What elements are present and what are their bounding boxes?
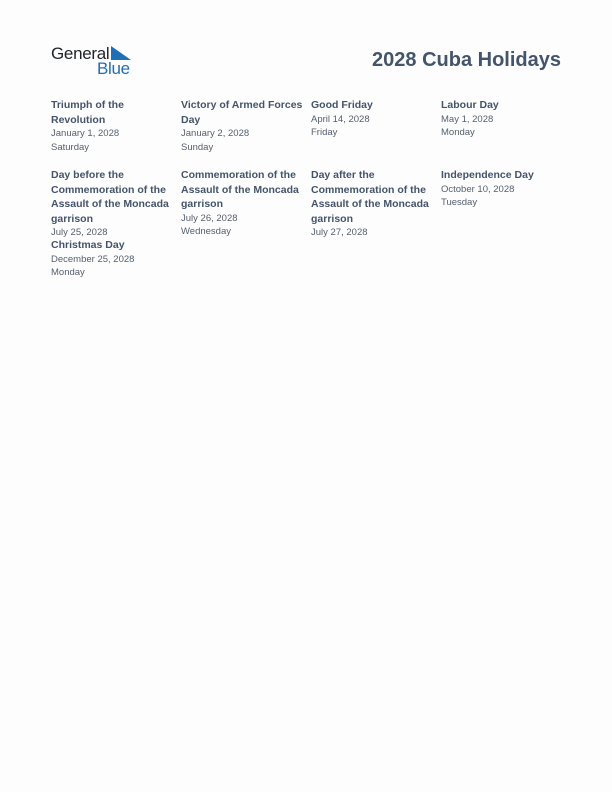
holiday-weekday: Wednesday (181, 226, 231, 237)
holiday-weekday: Saturday (51, 141, 90, 153)
holiday-name: Labour Day (441, 99, 499, 111)
holiday-date: January 2, 2028 (181, 128, 250, 139)
holiday-name: Independence Day (441, 169, 534, 181)
holiday-item (311, 168, 435, 240)
holiday-item (51, 98, 175, 154)
logo-word-blue: Blue (97, 59, 130, 78)
holiday-item (441, 168, 565, 210)
holiday-name: Victory of Armed Forces Day (181, 99, 303, 126)
page-title: 2028 Cuba Holidays (372, 49, 561, 71)
holiday-name: Triumph of the Revolution (51, 99, 124, 126)
holiday-date: December 25, 2028 (51, 253, 135, 265)
holiday-name: Day after the Commemoration of the Assault of the Moncada garrison (311, 169, 429, 225)
holiday-weekday: Monday (441, 127, 475, 138)
holiday-name: Good Friday (311, 99, 373, 111)
holiday-weekday: Tuesday (441, 197, 478, 208)
holiday-weekday: Friday (311, 127, 338, 138)
holiday-item (51, 238, 175, 280)
holiday-date: April 14, 2028 (311, 113, 370, 125)
holiday-weekday: Sunday (181, 141, 214, 153)
holiday-item (311, 98, 435, 140)
holiday-weekday: Monday (51, 267, 85, 278)
holiday-item (181, 168, 305, 239)
holiday-name: Commemoration of the Assault of the Moncada garrison (181, 169, 299, 210)
holiday-date: May 1, 2028 (441, 113, 494, 125)
holiday-name: Day before the Commemoration of the Assault of the Moncada garrison (51, 169, 169, 225)
holiday-date: July 26, 2028 (181, 212, 238, 224)
holiday-name: Christmas Day (51, 239, 125, 251)
logo (51, 44, 133, 78)
holiday-item (51, 168, 175, 240)
holiday-date: July 27, 2028 (311, 227, 368, 238)
logo-word-general: General (51, 44, 110, 63)
logo-triangle-icon (111, 46, 131, 60)
holiday-date: January 1, 2028 (51, 128, 120, 139)
holiday-item (441, 98, 565, 140)
holiday-item (181, 98, 305, 154)
holiday-date: July 25, 2028 (51, 227, 108, 238)
holiday-date: October 10, 2028 (441, 183, 515, 195)
